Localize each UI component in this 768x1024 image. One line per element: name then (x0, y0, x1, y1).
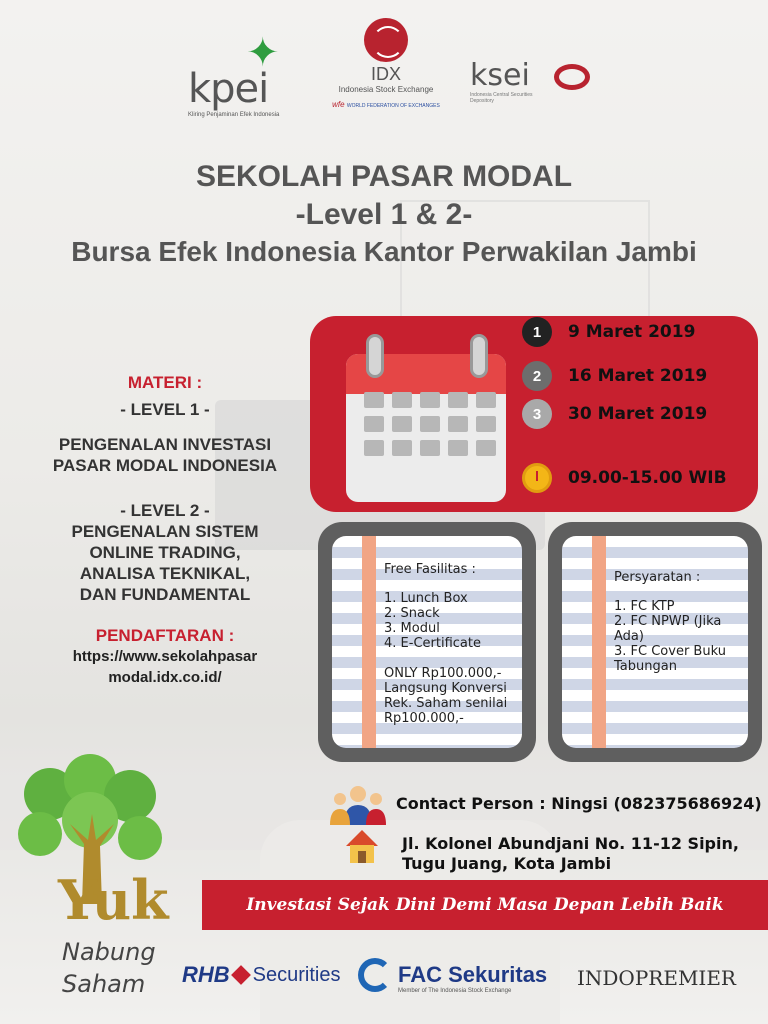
idx-globe-icon (364, 18, 408, 62)
date-number-badge: 3 (522, 399, 552, 429)
campaign-nabung: Nabung (62, 938, 156, 966)
fac-subtext: Member of The Indonesia Stock Exchange (398, 988, 512, 994)
wfe-member-badge (330, 100, 442, 109)
fac-logo-icon (358, 958, 392, 992)
level2-label: - LEVEL 2 - (120, 501, 210, 520)
calendar-icon (346, 334, 506, 502)
slogan-banner (202, 880, 768, 930)
address-line: Tugu Juang, Kota Jambi (402, 854, 612, 873)
requirement-item: 1. FC KTP (614, 599, 675, 614)
requirements-notepad (548, 522, 762, 762)
address-line: Jl. Kolonel Abundjani No. 11-12 Sipin, (402, 834, 739, 853)
level1-line: PENGENALAN INVESTASI (58, 435, 272, 454)
ksei-tagline: Indonesia Central Securities Depository (470, 92, 533, 104)
time-text: 09.00-15.00 WIB (568, 468, 727, 488)
date-text: 9 Maret 2019 (568, 322, 696, 342)
rhb-suffix: Securities (252, 963, 341, 986)
registration-link-line[interactable]: https://www.sekolahpasar (72, 648, 258, 665)
page-subtitle-level: -Level 1 & 2- (295, 198, 473, 231)
ksei-ring-icon (554, 64, 590, 90)
level2-line: PENGENALAN SISTEM (71, 522, 259, 541)
registration-heading: PENDAFTARAN : (95, 626, 235, 645)
fac-text: FAC Sekuritas (398, 962, 548, 987)
level2-line: DAN FUNDAMENTAL (79, 585, 251, 604)
schedule-time (522, 462, 727, 494)
contact-person-icon (330, 783, 386, 825)
requirements-heading: Persyaratan : (614, 570, 701, 585)
rhb-brand: RHB (182, 962, 230, 987)
schedule-date-3 (522, 398, 707, 430)
materi-section (20, 372, 310, 688)
level1-line: PASAR MODAL INDONESIA (52, 456, 278, 475)
campaign-saham: Saham (62, 970, 146, 998)
requirement-item: 3. FC Cover Buku (614, 644, 726, 659)
rhb-diamond-icon (231, 965, 251, 985)
idx-logo (330, 18, 442, 136)
kpei-logo-text: kpei (188, 66, 269, 112)
contact-person: Contact Person : Ningsi (082375686924) (396, 794, 762, 813)
requirement-item: Ada) (614, 629, 644, 644)
wfe-text: WORLD FEDERATION OF EXCHANGES (346, 103, 440, 109)
registration-link-line[interactable]: modal.idx.co.id/ (108, 669, 222, 686)
wfe-prefix: wfe (332, 100, 345, 109)
kpei-tagline: Kliring Penjaminan Efek Indonesia (188, 112, 280, 118)
facilities-heading: Free Fasilitas : (384, 562, 476, 577)
clock-icon (522, 463, 552, 493)
materi-heading: MATERI : (127, 373, 203, 392)
kpei-logo (188, 30, 298, 120)
facility-item: 3. Modul (384, 621, 440, 636)
date-number-badge: 2 (522, 361, 552, 391)
kpei-star-icon: ✦ (246, 31, 280, 75)
price-line: Rek. Saham senilai (384, 696, 508, 711)
facilities-notepad (318, 522, 536, 762)
price-line: Rp100.000,- (384, 711, 464, 726)
page-title: SEKOLAH PASAR MODAL (195, 160, 573, 193)
level2-line: ONLINE TRADING, (89, 543, 241, 562)
address (402, 834, 739, 874)
date-number-badge: 1 (522, 317, 552, 347)
idx-logo-text: IDX (370, 64, 401, 84)
registration-link[interactable] (20, 646, 310, 688)
date-text: 30 Maret 2019 (568, 404, 708, 424)
ksei-logo (470, 58, 595, 108)
requirement-item: Tabungan (614, 659, 677, 674)
campaign-yuk: Yuk (58, 868, 169, 932)
house-icon (344, 828, 380, 864)
slogan-text: Investasi Sejak Dini Demi Masa Depan Lebih Baik (246, 895, 724, 915)
fac-sekuritas-logo (358, 958, 547, 992)
facility-item: 2. Snack (384, 606, 440, 621)
facility-item: 1. Lunch Box (384, 591, 468, 606)
price-line: ONLY Rp100.000,- (384, 666, 502, 681)
rhb-securities-logo (182, 962, 340, 988)
facility-item: 4. E-Certificate (384, 636, 481, 651)
level1-label: - LEVEL 1 - (120, 400, 210, 419)
idx-tagline: Indonesia Stock Exchange (338, 85, 434, 94)
indopremier-logo: INDOPREMIER (577, 966, 736, 990)
page-subtitle-office: Bursa Efek Indonesia Kantor Perwakilan Jambi (71, 236, 697, 267)
requirement-item: 2. FC NPWP (Jika (614, 614, 722, 629)
price-line: Langsung Konversi (384, 681, 507, 696)
schedule-date-2 (522, 360, 707, 392)
ksei-logo-text: ksei (470, 58, 530, 93)
level2-line: ANALISA TEKNIKAL, (79, 564, 251, 583)
schedule-date-1 (522, 316, 695, 348)
date-text: 16 Maret 2019 (568, 366, 708, 386)
